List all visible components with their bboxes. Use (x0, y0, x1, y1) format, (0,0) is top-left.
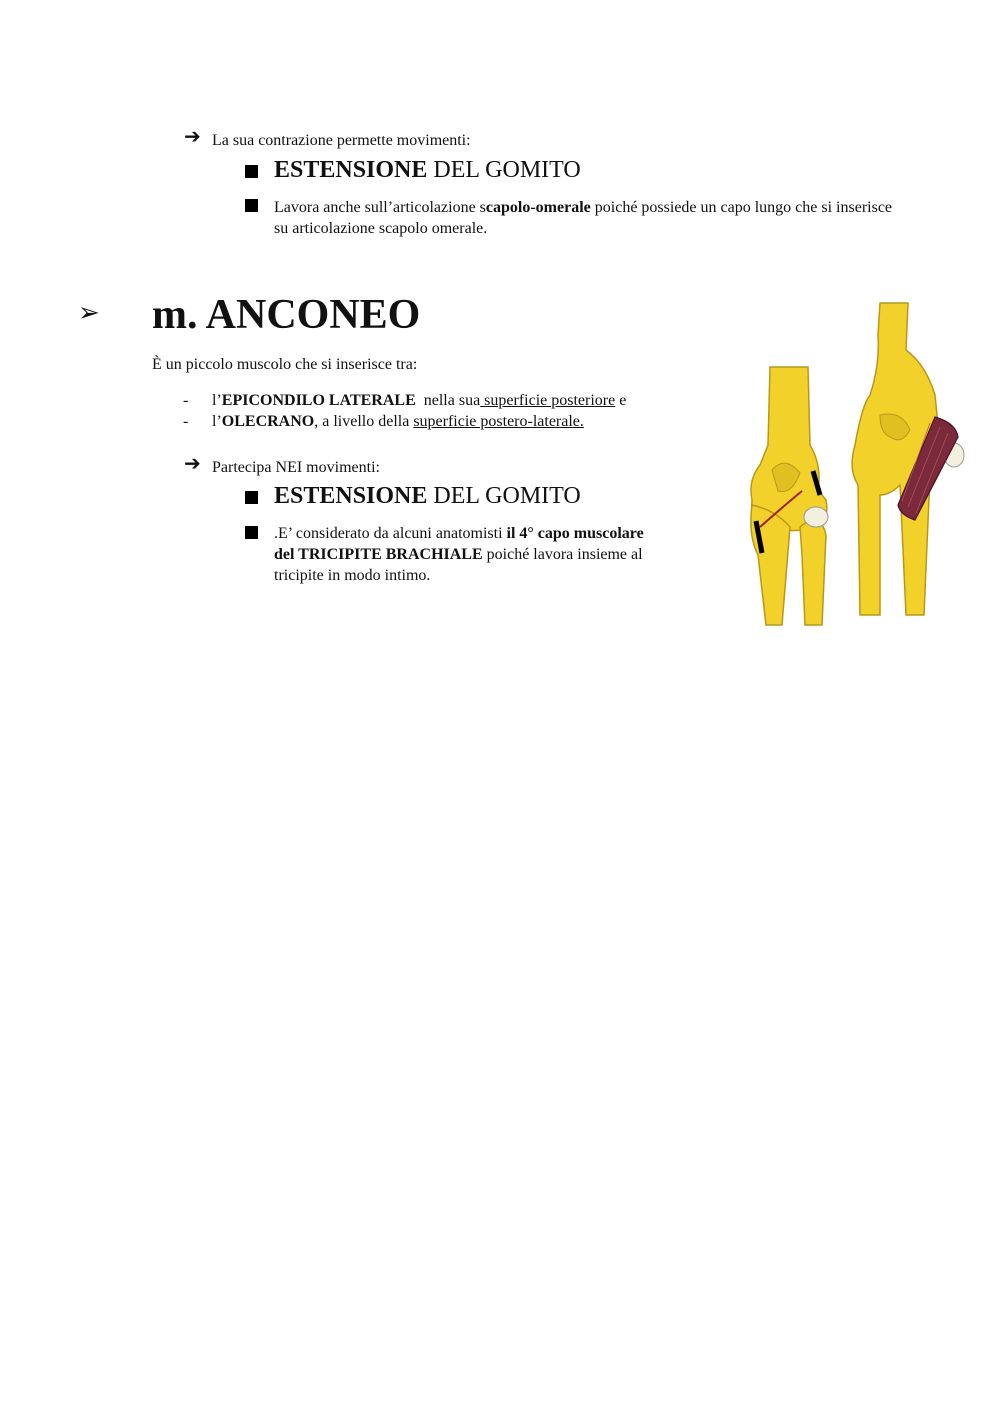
elbow-lateral-view (852, 303, 964, 615)
square-bullet-icon (245, 526, 258, 539)
elbow-posterior-view (751, 367, 828, 625)
bullet-scapulo: Lavora anche sull’articolazione scapolo-omerale poiché possiede un capo lungo che si inserisce su articolazione scapolo omerale. (274, 199, 893, 237)
square-bullet-icon (245, 199, 258, 212)
list-item: l’EPICONDILO LATERALE nella sua superficie posteriore e (212, 392, 627, 409)
section-marker-icon: ➢ (78, 298, 100, 328)
list-dash: - (183, 413, 189, 430)
arrow-right-icon: ➔ (184, 124, 201, 148)
list-dash: - (183, 392, 189, 409)
square-bullet-icon (245, 165, 258, 178)
square-bullet-icon (245, 491, 258, 504)
bullet-extension: ESTENSIONE DEL GOMITO (274, 483, 581, 509)
section-title: m. ANCONEO (152, 292, 421, 338)
bullet-triceps: .E’ considerato da alcuni anatomisti il 4° capo muscolare del TRICIPITE BRACHIALE poiché lavora insieme al tricipite in modo intimo. (274, 525, 644, 584)
list-item: l’OLECRANO, a livello della superficie postero-laterale. (212, 413, 584, 430)
section-description: È un piccolo muscolo che si inserisce tra: (152, 356, 418, 373)
elbow-anatomy-illustration (730, 295, 990, 640)
intro-text: Partecipa NEI movimenti: (212, 459, 380, 476)
bullet-extension: ESTENSIONE DEL GOMITO (274, 157, 581, 183)
intro-text: La sua contrazione permette movimenti: (212, 132, 471, 149)
arrow-right-icon: ➔ (184, 451, 201, 475)
